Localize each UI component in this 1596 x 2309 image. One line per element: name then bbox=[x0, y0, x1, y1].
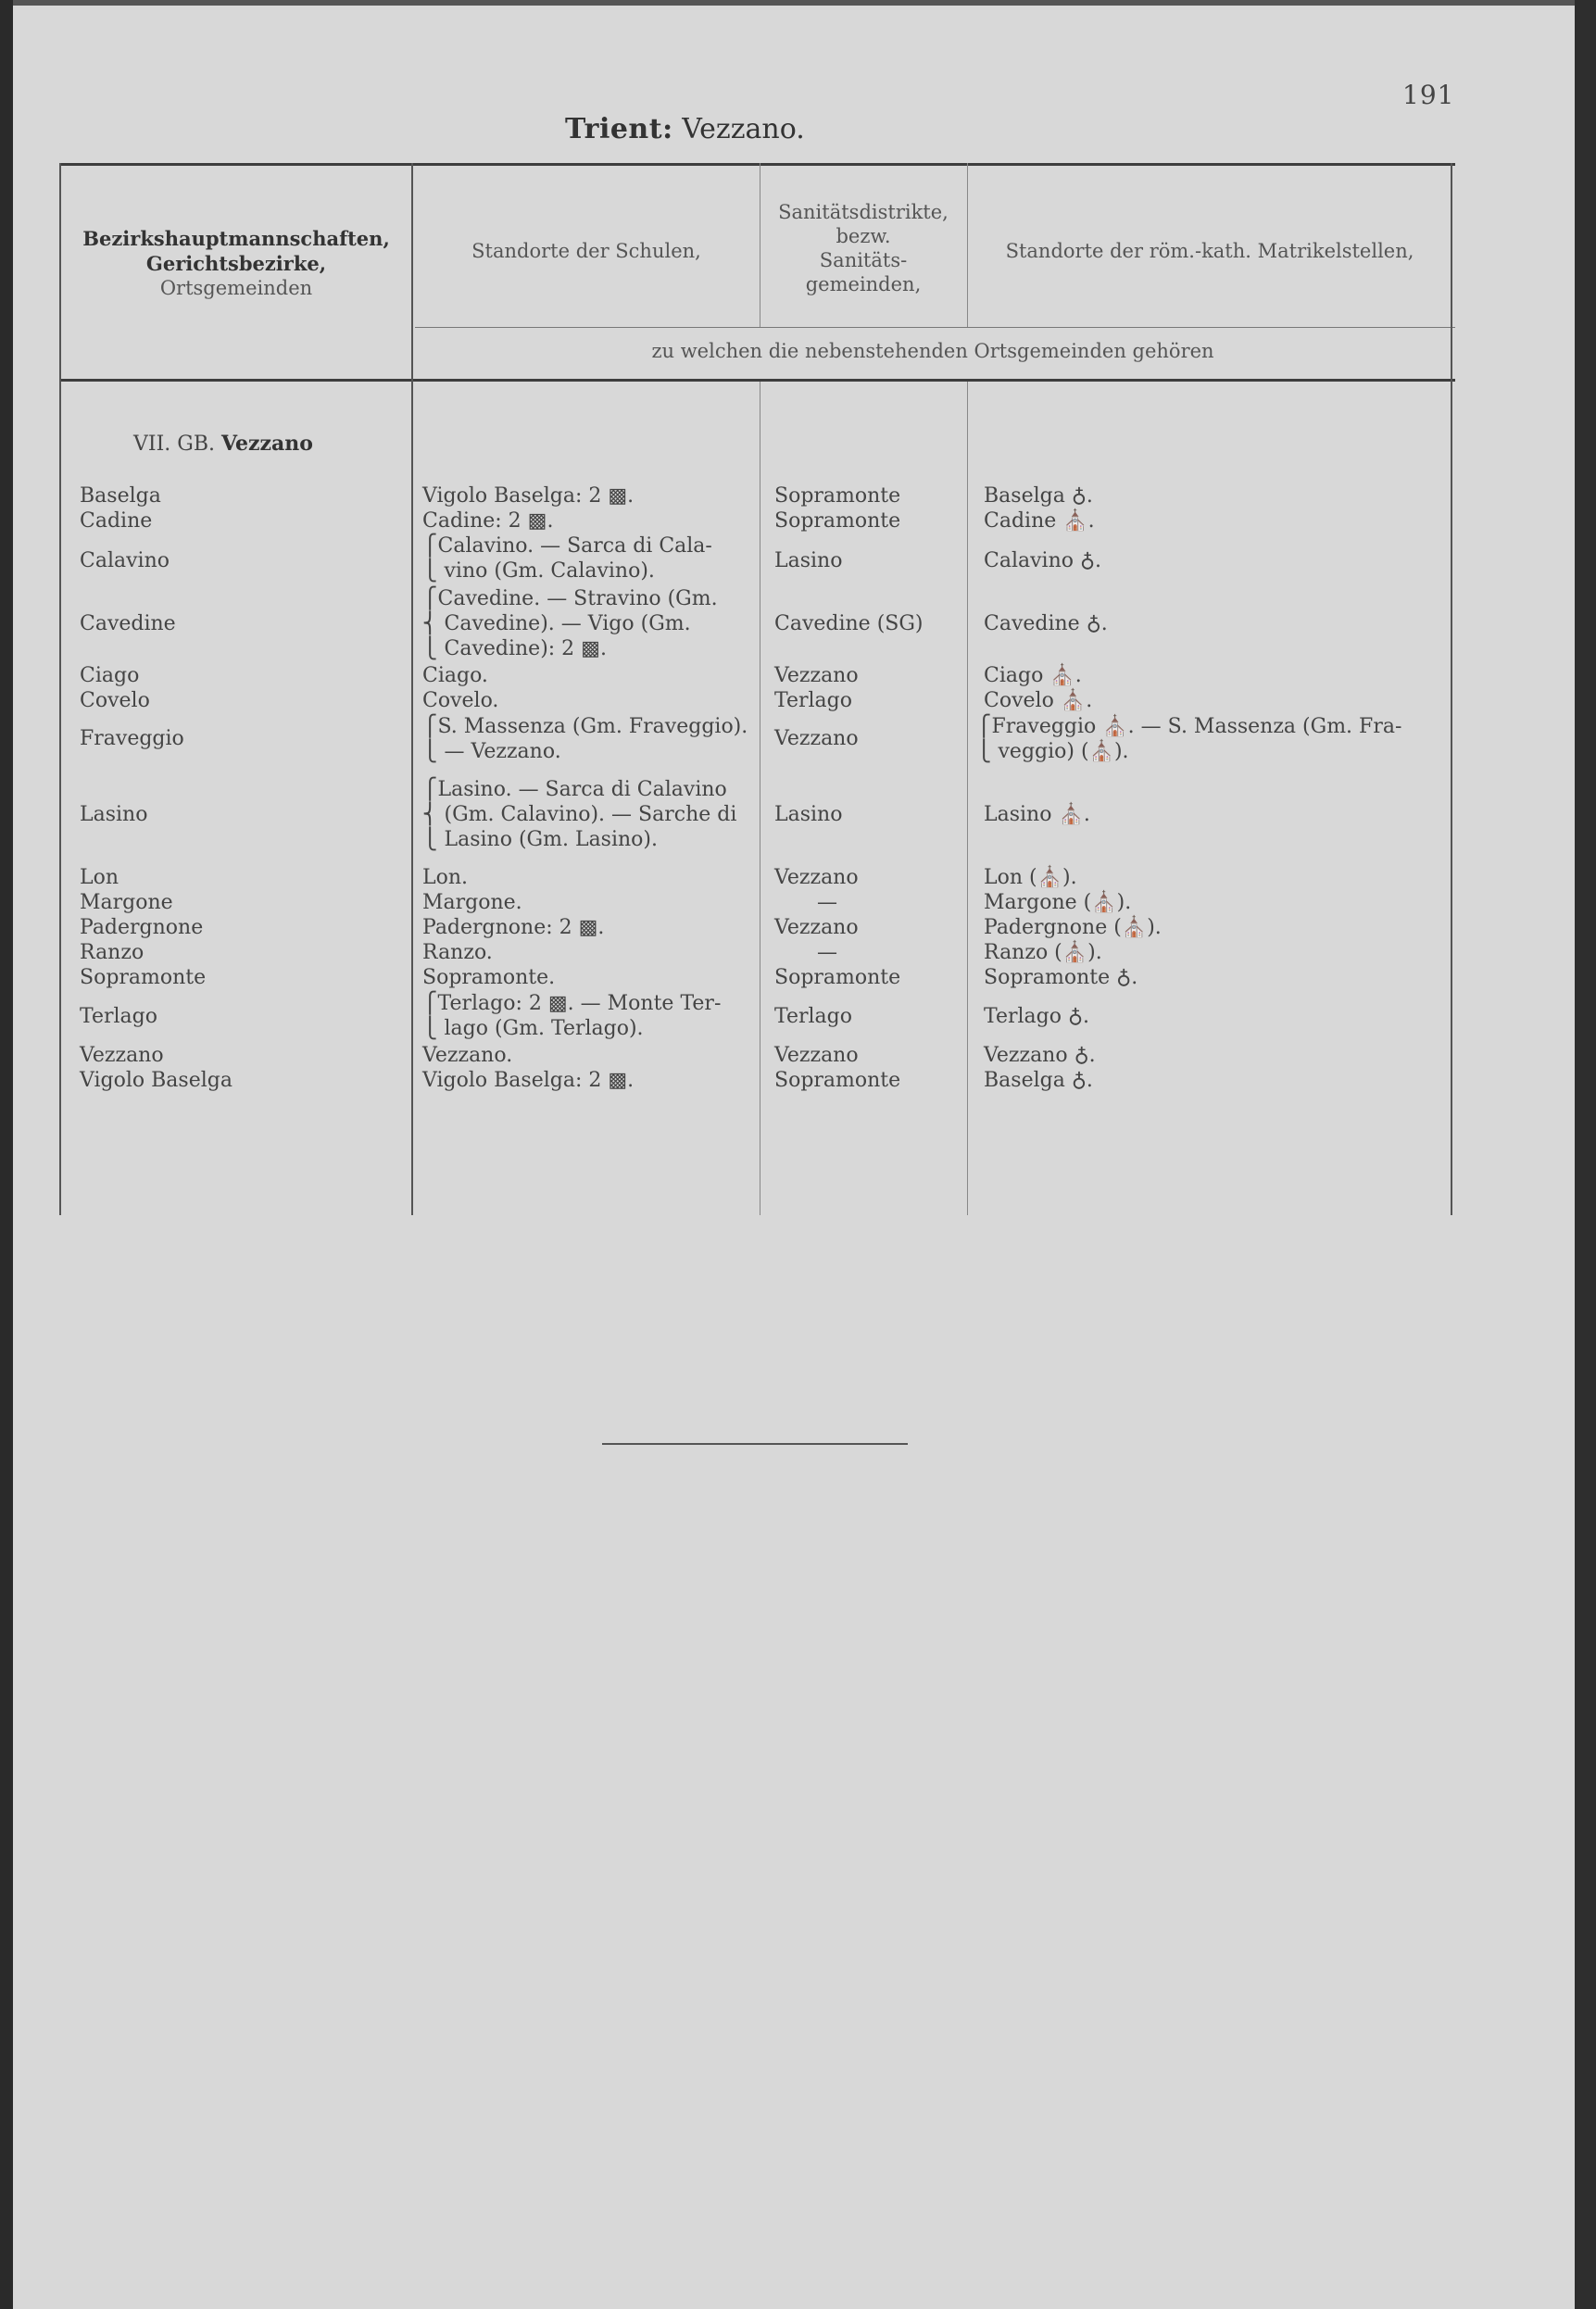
row-school: Cadine: 2 ▩. bbox=[422, 509, 554, 533]
row-parish-register: Calavino ♁. bbox=[984, 549, 1102, 572]
row-school: Padergnone: 2 ▩. bbox=[422, 916, 605, 939]
header-col-sanitary-line3: Sanitäts- bbox=[819, 249, 908, 271]
row-parish-register: Baselga ♁. bbox=[984, 484, 1093, 508]
row-sanitary-district: Terlago bbox=[774, 689, 852, 712]
row-school: Ranzo. bbox=[422, 941, 493, 964]
row-sanitary-district: Lasino bbox=[774, 803, 843, 826]
row-parish-register: ⎧Fraveggio ⛪. — S. Massenza (Gm. Fra- bbox=[976, 715, 1402, 738]
row-municipality: Lon bbox=[80, 866, 119, 889]
page-title-district: Vezzano. bbox=[682, 113, 805, 145]
page-number: 191 bbox=[1402, 80, 1455, 110]
row-municipality: Sopramonte bbox=[80, 966, 207, 989]
column-divider-3-header bbox=[967, 163, 968, 327]
row-parish-register: Ciago ⛪. bbox=[984, 664, 1082, 687]
scan-edge-top bbox=[0, 0, 1596, 6]
row-sanitary-district: Cavedine (SG) bbox=[774, 612, 924, 635]
row-municipality: Fraveggio bbox=[80, 727, 184, 750]
page-title-place: Trient: bbox=[565, 113, 673, 145]
row-school: Vigolo Baselga: 2 ▩. bbox=[422, 1069, 635, 1092]
header-span-row: zu welchen die nebenstehenden Ortsgemeinden gehören bbox=[651, 340, 1214, 362]
scan-edge-right bbox=[1575, 0, 1596, 2309]
header-col-district-line3: Ortsgemeinden bbox=[159, 277, 313, 299]
header-col-schools: Standorte der Schulen, bbox=[471, 240, 701, 262]
row-municipality: Cadine bbox=[80, 509, 153, 533]
row-parish-register: Ranzo (⛪). bbox=[984, 941, 1102, 964]
row-sanitary-district: Vezzano bbox=[774, 727, 859, 750]
row-sanitary-district: — bbox=[817, 941, 837, 964]
row-school: ⎩ — Vezzano. bbox=[422, 740, 561, 763]
row-municipality: Ciago bbox=[80, 664, 140, 687]
row-school: Vigolo Baselga: 2 ▩. bbox=[422, 484, 635, 508]
row-sanitary-district: Vezzano bbox=[774, 916, 859, 939]
row-school: ⎧Calavino. — Sarca di Cala- bbox=[422, 534, 712, 558]
section-heading-name: Vezzano bbox=[221, 432, 313, 456]
row-school: ⎨ Cavedine). — Vigo (Gm. bbox=[422, 612, 691, 635]
row-sanitary-district: Sopramonte bbox=[774, 1069, 901, 1092]
row-school: Margone. bbox=[422, 891, 522, 914]
row-school: ⎧Lasino. — Sarca di Calavino bbox=[422, 778, 727, 801]
row-parish-register: Cadine ⛪. bbox=[984, 509, 1095, 533]
section-heading-prefix: VII. GB. bbox=[133, 433, 215, 456]
column-divider-1 bbox=[411, 163, 413, 1215]
row-parish-register: Margone (⛪). bbox=[984, 891, 1132, 914]
row-municipality: Vigolo Baselga bbox=[80, 1069, 232, 1092]
row-school: ⎧Cavedine. — Stravino (Gm. bbox=[422, 587, 718, 610]
row-school: ⎩ Lasino (Gm. Lasino). bbox=[422, 828, 658, 851]
footer-rule bbox=[602, 1443, 908, 1445]
row-sanitary-district: — bbox=[817, 891, 837, 914]
row-school: Vezzano. bbox=[422, 1044, 513, 1067]
header-sub-rule bbox=[415, 327, 1455, 328]
header-col-sanitary bbox=[763, 200, 963, 296]
row-parish-register: ⎩ veggio) (⛪). bbox=[976, 740, 1129, 763]
row-municipality: Covelo bbox=[80, 689, 150, 712]
header-col-district-line1: Bezirkshauptmannschaften, bbox=[82, 227, 390, 250]
row-municipality: Terlago bbox=[80, 1005, 157, 1028]
row-municipality: Margone bbox=[80, 891, 173, 914]
row-sanitary-district: Lasino bbox=[774, 549, 843, 572]
row-municipality: Baselga bbox=[80, 484, 161, 508]
row-municipality: Calavino bbox=[80, 549, 170, 572]
row-school: Ciago. bbox=[422, 664, 488, 687]
row-sanitary-district: Vezzano bbox=[774, 1044, 859, 1067]
header-col-sanitary-line1: Sanitätsdistrikte, bbox=[778, 201, 949, 223]
row-school: ⎧Terlago: 2 ▩. — Monte Ter- bbox=[422, 992, 722, 1015]
header-bottom-rule bbox=[59, 379, 1455, 382]
row-sanitary-district: Sopramonte bbox=[774, 509, 901, 533]
column-divider-3 bbox=[967, 382, 968, 1215]
row-school: Sopramonte. bbox=[422, 966, 556, 989]
header-col-district-line2: Gerichtsbezirke, bbox=[145, 252, 327, 275]
row-school: ⎩ vino (Gm. Calavino). bbox=[422, 559, 655, 583]
row-sanitary-district: Terlago bbox=[774, 1005, 852, 1028]
row-school: ⎩ lago (Gm. Terlago). bbox=[422, 1017, 644, 1040]
table-left-border bbox=[59, 163, 61, 1215]
row-parish-register: Sopramonte ♁. bbox=[984, 966, 1138, 989]
table-top-rule bbox=[59, 163, 1455, 166]
row-sanitary-district: Sopramonte bbox=[774, 966, 901, 989]
row-sanitary-district: Vezzano bbox=[774, 866, 859, 889]
page-title bbox=[565, 113, 805, 145]
header-col-district bbox=[65, 226, 408, 301]
row-municipality: Vezzano bbox=[80, 1044, 164, 1067]
table-right-border bbox=[1451, 163, 1452, 1215]
row-parish-register: Baselga ♁. bbox=[984, 1069, 1093, 1092]
scan-edge-left bbox=[0, 0, 13, 2309]
row-school: ⎩ Cavedine): 2 ▩. bbox=[422, 637, 607, 660]
header-col-parish: Standorte der röm.-kath. Matrikelstellen, bbox=[1005, 240, 1414, 262]
row-school: ⎨ (Gm. Calavino). — Sarche di bbox=[422, 803, 737, 826]
header-col-sanitary-line4: gemeinden, bbox=[805, 273, 922, 295]
row-parish-register: Lasino ⛪. bbox=[984, 803, 1090, 826]
row-municipality: Cavedine bbox=[80, 612, 176, 635]
header-col-sanitary-line2: bezw. bbox=[836, 225, 891, 247]
row-school: Covelo. bbox=[422, 689, 499, 712]
row-school: Lon. bbox=[422, 866, 469, 889]
section-heading bbox=[133, 432, 313, 456]
row-parish-register: Terlago ♁. bbox=[984, 1005, 1090, 1028]
row-sanitary-district: Vezzano bbox=[774, 664, 859, 687]
row-municipality: Lasino bbox=[80, 803, 148, 826]
row-parish-register: Cavedine ♁. bbox=[984, 612, 1108, 635]
row-school: ⎧S. Massenza (Gm. Fraveggio). bbox=[422, 715, 748, 738]
row-parish-register: Lon (⛪). bbox=[984, 866, 1077, 889]
row-parish-register: Covelo ⛪. bbox=[984, 689, 1093, 712]
row-parish-register: Vezzano ♁. bbox=[984, 1044, 1096, 1067]
row-parish-register: Padergnone (⛪). bbox=[984, 916, 1162, 939]
row-sanitary-district: Sopramonte bbox=[774, 484, 901, 508]
row-municipality: Padergnone bbox=[80, 916, 204, 939]
row-municipality: Ranzo bbox=[80, 941, 145, 964]
